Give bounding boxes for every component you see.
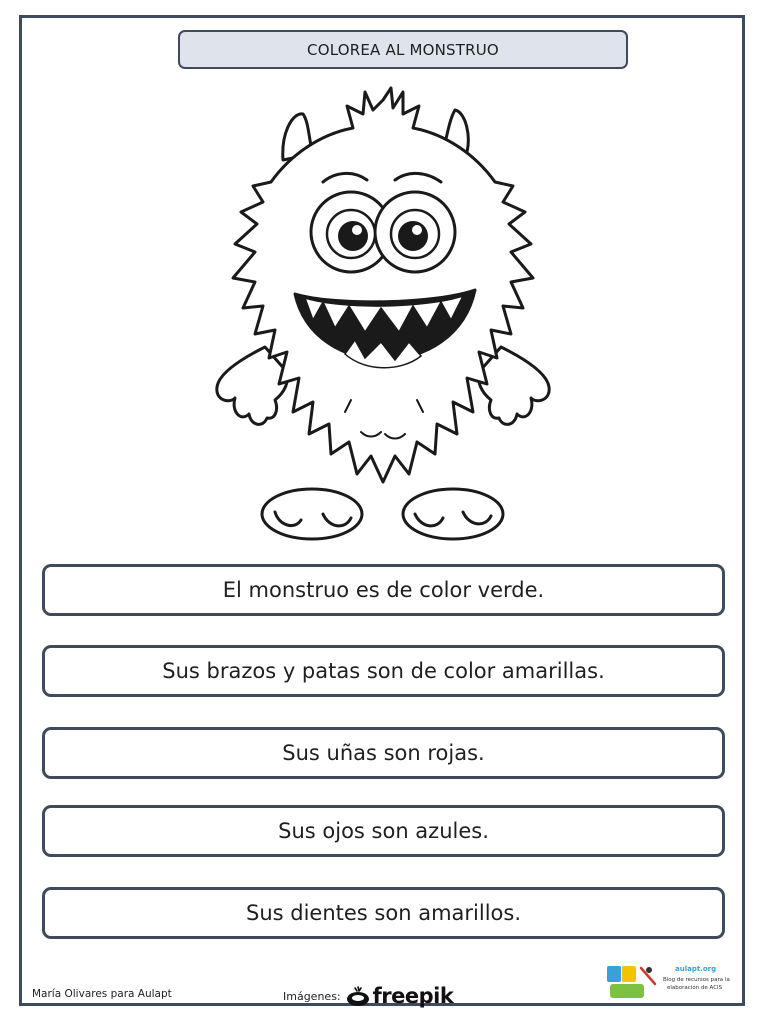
sentence-box-2 [42,645,725,697]
footer-author: María Olivares para Aulapt [32,988,172,1000]
sentence-text: Sus ojos son azules. [278,819,489,843]
page-title [178,30,628,69]
right-arm [479,347,550,424]
right-foot [403,489,503,539]
freepik-wordmark: freepik [372,984,454,1008]
badge-tagline-1: Blog de recursos para la [663,977,730,983]
page-title-text: COLOREA AL MONSTRUO [307,40,499,59]
sentence-box-1 [42,564,725,616]
sentence-box-5 [42,887,725,939]
sentence-text: El monstruo es de color verde. [222,578,545,602]
image-credit-label: Imágenes: [283,989,341,1003]
sentence-box-3 [42,727,725,779]
sentence-box-4 [42,805,725,857]
freepik-icon [345,985,371,1007]
footer-image-credit [283,984,453,1008]
monster-illustration [205,82,561,550]
left-arm [217,347,288,424]
badge-url: aulapt.org [675,965,717,973]
sentence-text: Sus brazos y patas son de color amarillas. [162,659,605,683]
badge-tagline-2: elaboración de ACIS [667,985,723,991]
aulapt-logo [605,962,661,1002]
freepik-logo [345,984,454,1008]
monster-body [233,88,533,482]
sentence-text: Sus dientes son amarillos. [246,901,521,925]
sentence-text: Sus uñas son rojas. [282,741,485,765]
aulapt-badge [605,962,735,1002]
